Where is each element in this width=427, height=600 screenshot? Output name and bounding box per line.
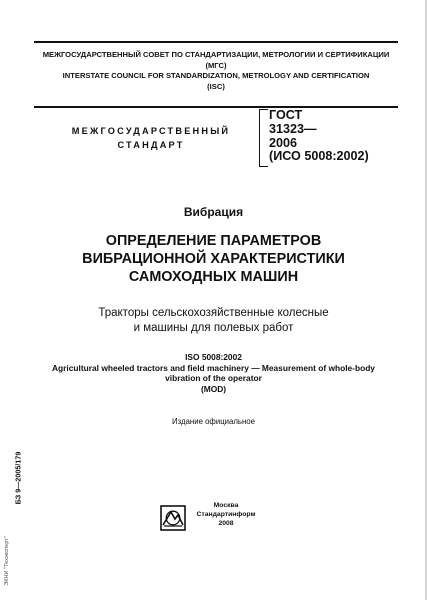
standard-label-line2: СТАНДАРТ [117, 140, 185, 150]
council-en-abbr: (ISC) [207, 81, 225, 91]
council-header [34, 50, 398, 92]
subtitle-line1: Тракторы сельскохозяйственные колесные [98, 307, 329, 319]
side-watermark-text: ЭКНИ "Техэксперт" [3, 536, 10, 586]
gost-prefix: ГОСТ [269, 108, 303, 122]
gost-iso-ref: (ИСО 5008:2002) [269, 149, 369, 164]
iso-title-line2: vibration of the operator [165, 373, 262, 383]
side-code-text: БЗ 9—2005/179 [13, 451, 23, 505]
gost-year: 2006 [269, 135, 298, 150]
publisher-name: Стандартинформ [196, 511, 256, 518]
iso-mod: (MOD) [200, 383, 227, 394]
edition-label: Издание официальное [172, 417, 255, 426]
document-subtitle [0, 306, 427, 335]
header-rule-top [34, 41, 398, 43]
document-subject: Вибрация [183, 205, 244, 219]
council-en: INTERSTATE COUNCIL FOR STANDARDIZATION, METROLOGY AND CERTIFICATION [62, 71, 370, 80]
subtitle-line2: и машины для полевых работ [133, 321, 294, 334]
standard-label [66, 124, 236, 152]
side-watermark [2, 527, 11, 595]
publisher-city: Москва [213, 502, 239, 509]
standard-label-line1: МЕЖГОСУДАРСТВЕННЫЙ [71, 126, 231, 136]
publisher-year: 2008 [218, 520, 234, 527]
iso-title-line1: Agricultural wheeled tractors and field machinery — Measurement of whole-body [52, 362, 375, 373]
publisher-info [181, 501, 271, 528]
document-title [0, 232, 427, 286]
iso-reference [0, 352, 427, 394]
gost-designation [259, 109, 389, 167]
gost-text [269, 109, 369, 164]
title-line2: ВИБРАЦИОННОЙ ХАРАКТЕРИСТИКИ [82, 251, 345, 267]
header-rule-bottom [34, 106, 398, 108]
gost-bracket [259, 109, 268, 167]
council-ru-abbr: (МГС) [205, 60, 227, 70]
title-line3: САМОХОДНЫХ МАШИН [128, 269, 299, 285]
iso-code: ISO 5008:2002 [185, 352, 242, 362]
gost-number: 31323— [269, 121, 317, 136]
title-line1: ОПРЕДЕЛЕНИЕ ПАРАМЕТРОВ [105, 233, 322, 249]
side-registration-code [12, 433, 24, 523]
council-ru: МЕЖГОСУДАРСТВЕННЫЙ СОВЕТ ПО СТАНДАРТИЗАЦИИ, МЕТРОЛОГИИ И СЕРТИФИКАЦИИ [42, 50, 390, 59]
